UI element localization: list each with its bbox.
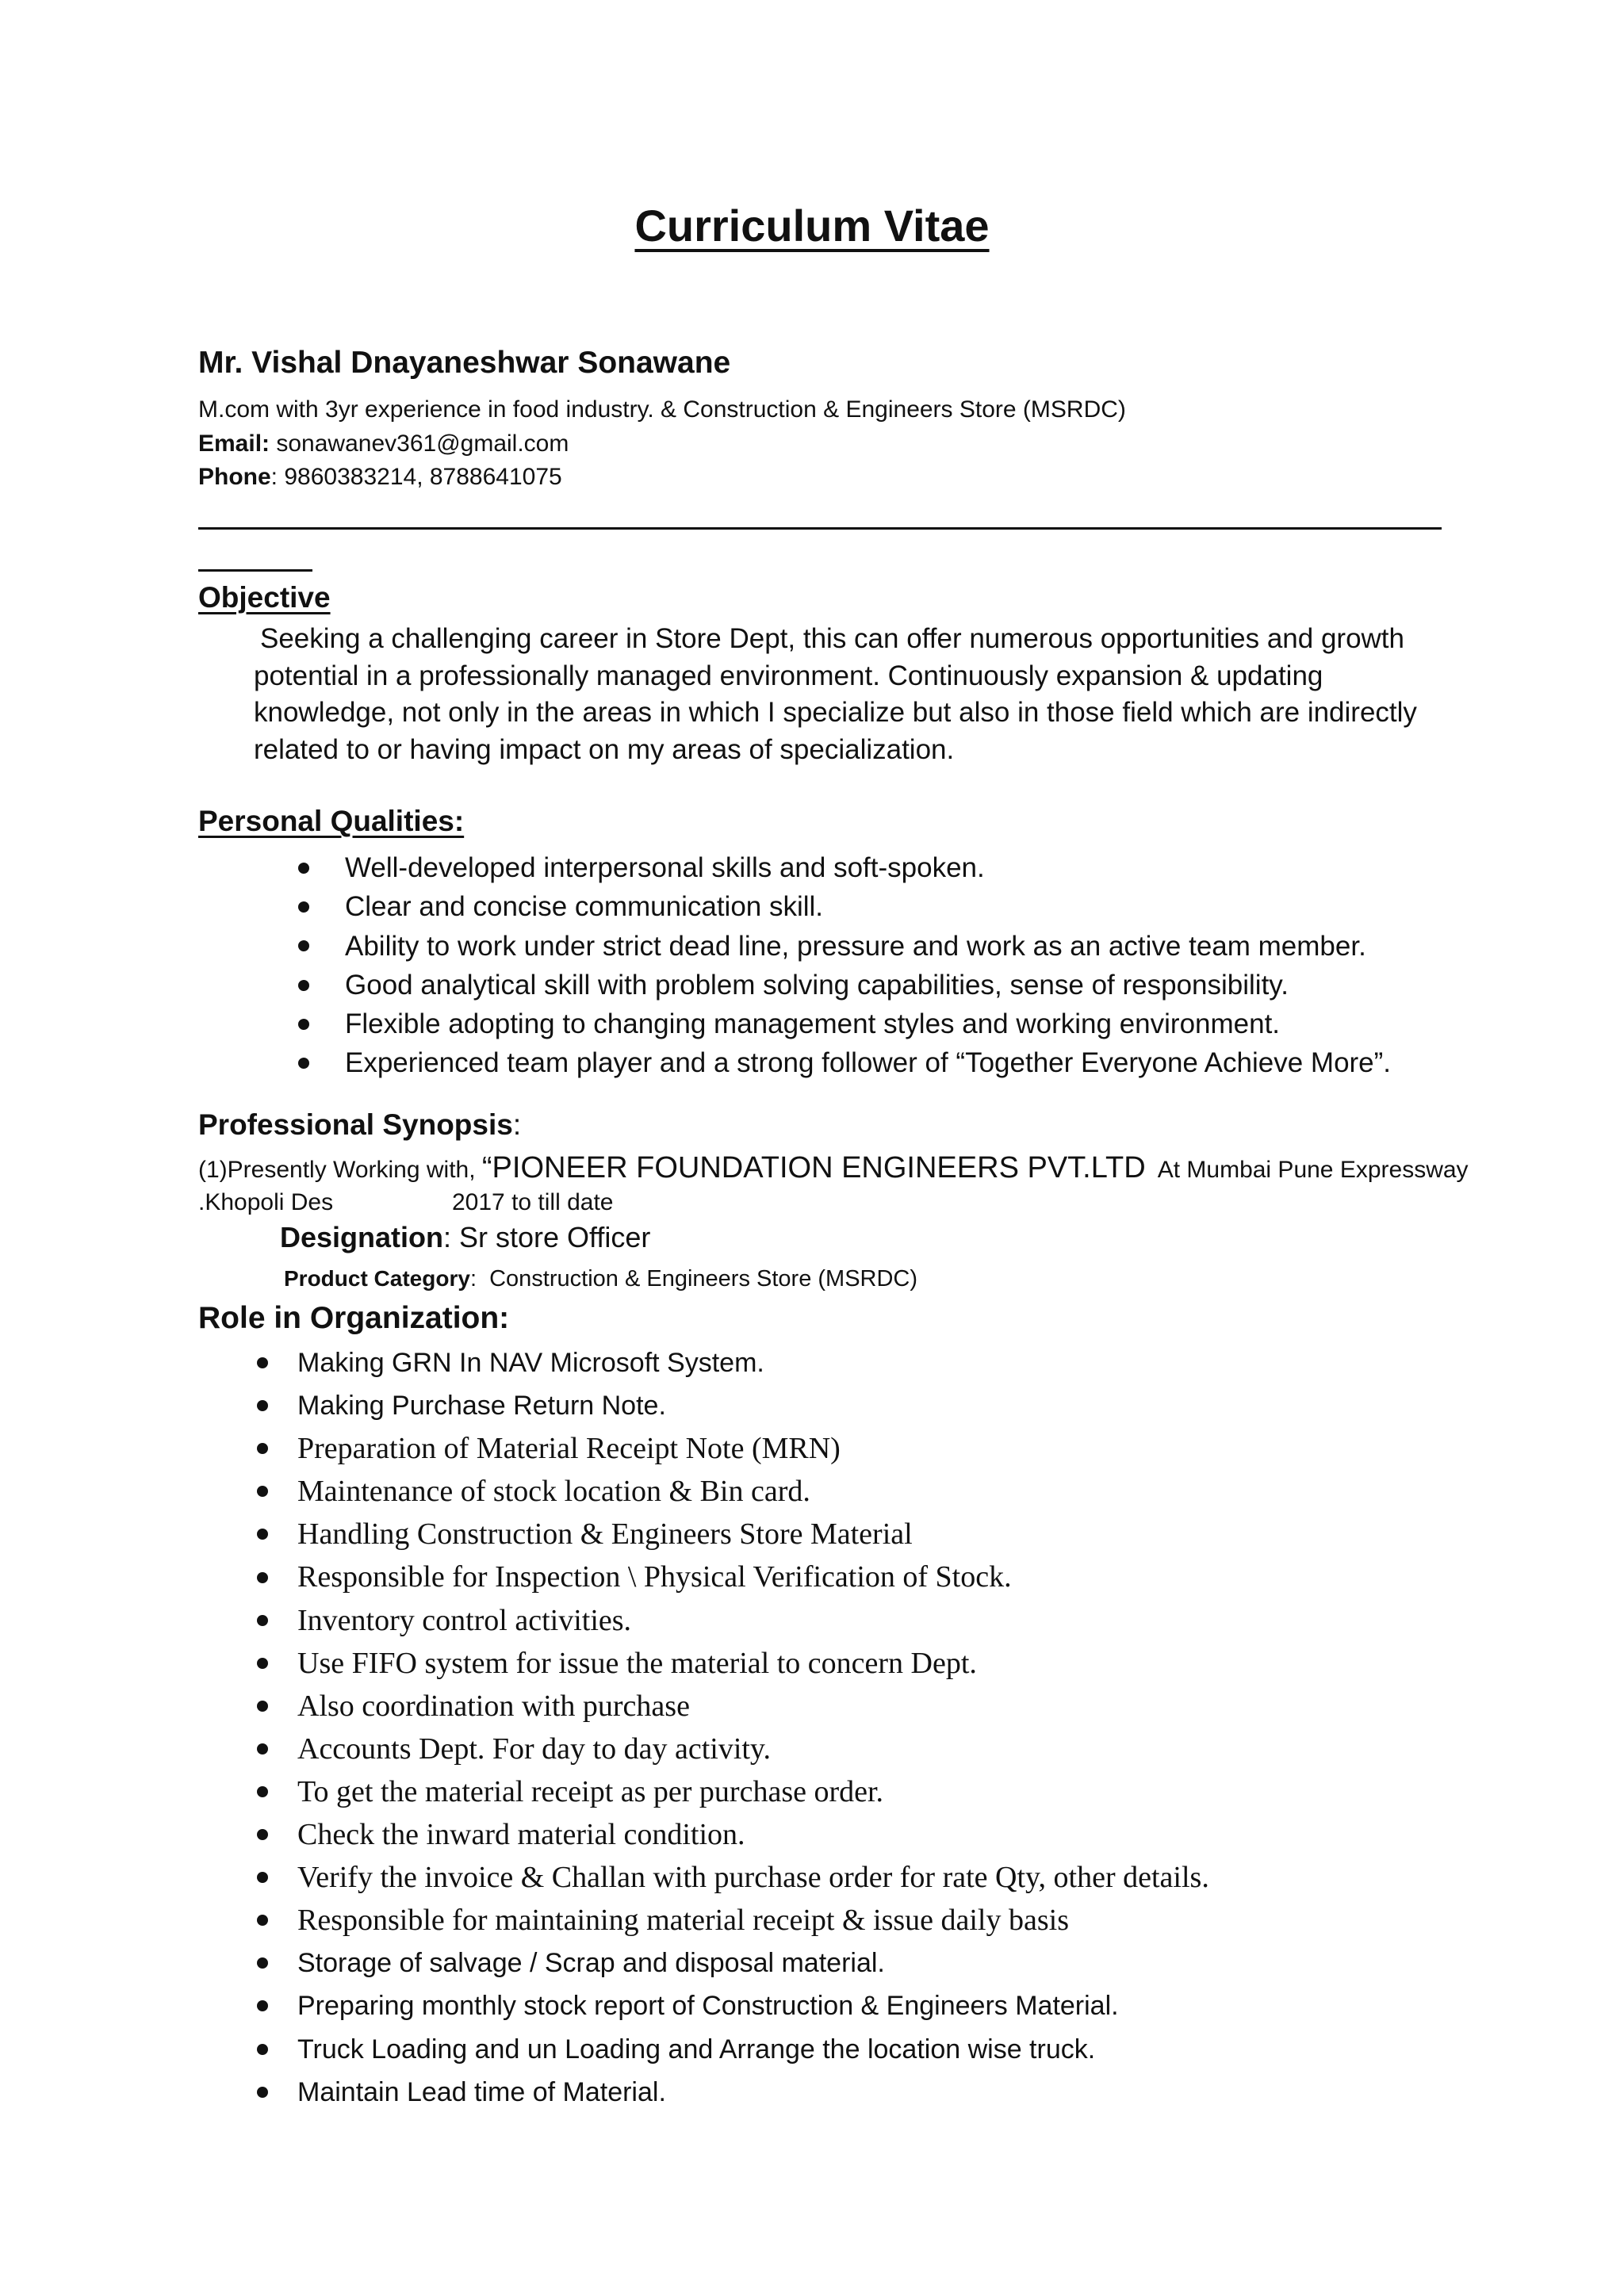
- phone-line: [198, 464, 562, 491]
- list-item: Accounts Dept. For day to day activity.: [297, 1728, 1209, 1770]
- list-item: Responsible for Inspection \ Physical Verification of Stock.: [297, 1556, 1209, 1598]
- product-category-value: : Construction & Engineers Store (MSRDC): [469, 1266, 918, 1292]
- list-item: Truck Loading and un Loading and Arrange the location wise truck.: [297, 2028, 1209, 2071]
- company-location: At Mumbai Pune Expressway: [1145, 1157, 1469, 1183]
- bullet-icon: [257, 1615, 268, 1626]
- bullet-icon: [257, 1400, 268, 1411]
- list-item: To get the material receipt as per purchase order.: [297, 1770, 1209, 1813]
- role-list: [297, 1341, 1209, 2114]
- bullet-icon: [257, 1701, 268, 1712]
- list-item: Experienced team player and a strong follower of “Together Everyone Achieve More”.: [345, 1043, 1391, 1082]
- email-line: [198, 430, 569, 457]
- list-item: Check the inward material condition.: [297, 1813, 1209, 1856]
- personal-qualities-list: [345, 848, 1391, 1083]
- list-item: Good analytical skill with problem solving capabilities, sense of responsibility.: [345, 966, 1391, 1004]
- divider-line: [198, 527, 1442, 530]
- bullet-icon: [257, 1915, 268, 1926]
- personal-qualities-heading: Personal Qualities:: [198, 805, 465, 837]
- bullet-icon: [257, 1872, 268, 1883]
- bullet-icon: [298, 901, 309, 913]
- list-item: Verify the invoice & Challan with purchase order for rate Qty, other details.: [297, 1856, 1209, 1899]
- bullet-icon: [257, 1658, 268, 1669]
- list-item: Well-developed interpersonal skills and soft-spoken.: [345, 848, 1391, 887]
- objective-line: related to or having impact on my areas of specialization.: [254, 733, 955, 765]
- objective-text: [254, 621, 1443, 768]
- bullet-icon: [257, 1743, 268, 1755]
- objective-line: potential in a professionally managed environment. Continuously expansion & updating: [254, 660, 1323, 691]
- qualification-line: M.com with 3yr experience in food industry. & Construction & Engineers Store (MSRDC): [198, 396, 1126, 423]
- product-category-line: [284, 1266, 917, 1292]
- role-heading: Role in Organization:: [198, 1301, 510, 1335]
- bullet-icon: [298, 1019, 309, 1030]
- list-item: Use FIFO system for issue the material to concern Dept.: [297, 1642, 1209, 1685]
- professional-synopsis-heading: Professional Synopsis:: [198, 1108, 522, 1141]
- bullet-icon: [298, 980, 309, 991]
- employment-prefix: (1)Presently Working with,: [198, 1157, 482, 1183]
- list-item: Clear and concise communication skill.: [345, 887, 1391, 926]
- employment-location-dates: [198, 1189, 614, 1216]
- list-item: Inventory control activities.: [297, 1599, 1209, 1642]
- list-item: Also coordination with purchase: [297, 1685, 1209, 1728]
- employment-dates: 2017 to till date: [452, 1189, 614, 1215]
- divider-line-short: [198, 569, 312, 572]
- employment-line: [198, 1151, 1469, 1185]
- list-item: Preparation of Material Receipt Note (MRN): [297, 1427, 1209, 1470]
- list-item: Making GRN In NAV Microsoft System.: [297, 1341, 1209, 1384]
- page-title: Curriculum Vitae: [634, 201, 990, 251]
- bullet-icon: [257, 2044, 268, 2055]
- bullet-icon: [257, 1357, 268, 1368]
- bullet-icon: [257, 1486, 268, 1497]
- objective-line: knowledge, not only in the areas in which I specialize but also in those field which are indirectly: [254, 697, 1417, 728]
- list-item: Ability to work under strict dead line, pressure and work as an active team member.: [345, 927, 1391, 966]
- phone-label: Phone: [198, 464, 271, 490]
- list-item: Making Purchase Return Note.: [297, 1384, 1209, 1427]
- list-item: Responsible for maintaining material receipt & issue daily basis: [297, 1899, 1209, 1942]
- objective-line: Seeking a challenging career in Store Dept, this can offer numerous opportunities and growth: [260, 623, 1404, 654]
- bullet-icon: [298, 1058, 309, 1069]
- email-label: Email:: [198, 430, 270, 457]
- phone-number: : 9860383214, 8788641075: [270, 464, 562, 490]
- list-item: Storage of salvage / Scrap and disposal material.: [297, 1942, 1209, 1984]
- bullet-icon: [257, 1829, 268, 1840]
- objective-heading: Objective: [198, 581, 331, 614]
- bullet-icon: [257, 2000, 268, 2011]
- designation-line: [280, 1221, 650, 1254]
- list-item: Handling Construction & Engineers Store Material: [297, 1513, 1209, 1556]
- candidate-name: Mr. Vishal Dnayaneshwar Sonawane: [198, 346, 731, 380]
- list-item: Flexible adopting to changing management styles and working environment.: [345, 1004, 1391, 1043]
- bullet-icon: [298, 863, 309, 874]
- company-location-cont: .Khopoli Des: [198, 1189, 334, 1215]
- list-item: Preparing monthly stock report of Construction & Engineers Material.: [297, 1984, 1209, 2027]
- bullet-icon: [257, 1786, 268, 1797]
- bullet-icon: [257, 1957, 268, 1969]
- bullet-icon: [257, 2087, 268, 2098]
- product-category-label: Product Category: [284, 1266, 470, 1291]
- bullet-icon: [257, 1572, 268, 1583]
- designation-label: Designation: [280, 1221, 444, 1253]
- bullet-icon: [298, 940, 309, 951]
- bullet-icon: [257, 1443, 268, 1454]
- designation-value: : Sr store Officer: [443, 1221, 651, 1253]
- list-item: Maintenance of stock location & Bin card.: [297, 1470, 1209, 1513]
- list-item: Maintain Lead time of Material.: [297, 2071, 1209, 2114]
- email-address: sonawanev361@gmail.com: [276, 430, 569, 457]
- company-name: “PIONEER FOUNDATION ENGINEERS PVT.LTD: [481, 1151, 1146, 1184]
- bullet-icon: [257, 1529, 268, 1540]
